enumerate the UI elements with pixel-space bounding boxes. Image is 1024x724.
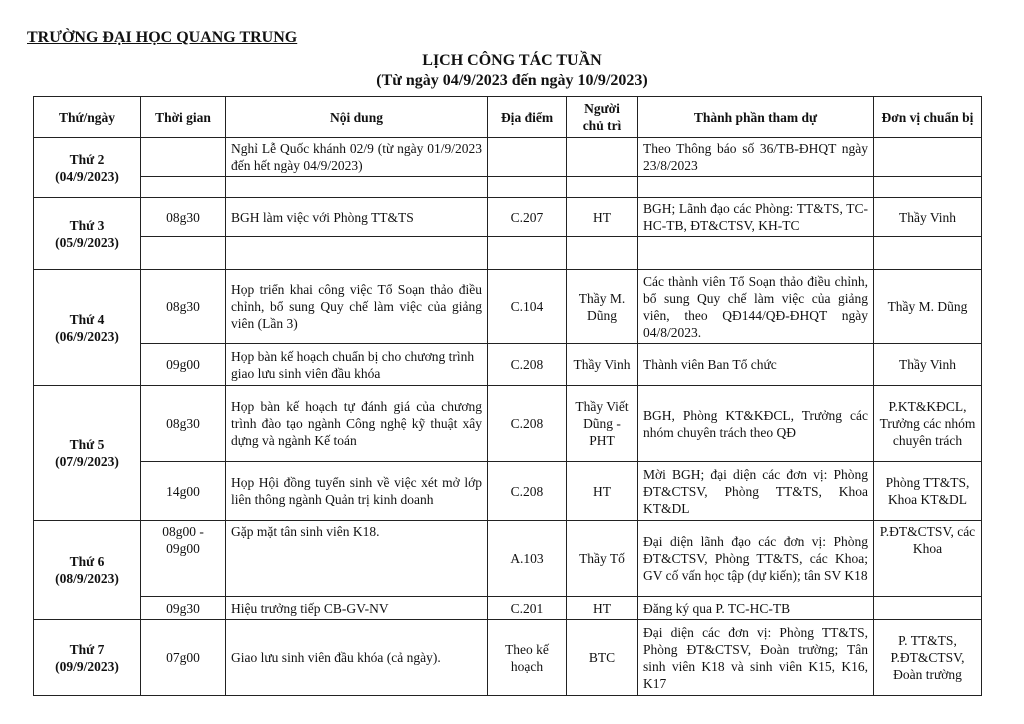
day-name: Thứ 6 — [69, 554, 105, 569]
prep-cell — [874, 138, 982, 177]
table-row — [34, 344, 982, 386]
attendees-cell: Các thành viên Tổ Soạn thảo điều chỉnh, bổ sung Quy chế làm việc của giảng viên, theo QĐ144/QĐ-ĐHQT ngày 04/8/2023. — [638, 270, 874, 344]
prep-cell: P.KT&KĐCL, Trưởng các nhóm chuyên trách — [874, 386, 982, 462]
attendees-cell: BGH; Lãnh đạo các Phòng: TT&TS, TC-HC-TB, ĐT&CTSV, KH-TC — [638, 198, 874, 237]
attendees-cell: BGH, Phòng KT&KĐCL, Trưởng các nhóm chuyên trách theo QĐ — [638, 386, 874, 462]
table-row — [34, 198, 982, 237]
day-name: Thứ 5 — [69, 437, 105, 452]
header-time: Thời gian — [141, 97, 226, 138]
time-cell — [141, 138, 226, 177]
prep-cell — [874, 597, 982, 620]
day-name: Thứ 7 — [69, 641, 105, 657]
table-row — [34, 270, 982, 344]
time-cell: 09g30 — [141, 597, 226, 620]
content-cell: Họp triển khai công việc Tổ Soạn thảo điều chỉnh, bổ sung Quy chế làm việc của giảng viên (Lần 3) — [226, 270, 488, 344]
prep-cell: P. TT&TS, P.ĐT&CTSV, Đoàn trường — [874, 620, 982, 696]
header-content: Nội dung — [226, 97, 488, 138]
chair-cell: HT — [567, 198, 638, 237]
day-cell — [34, 386, 141, 521]
place-cell: C.208 — [488, 462, 567, 521]
time-cell: 08g30 — [141, 270, 226, 344]
place-cell — [488, 138, 567, 177]
weekly-schedule-table — [33, 96, 982, 696]
header-attendees: Thành phần tham dự — [638, 97, 874, 138]
day-date: (04/9/2023) — [55, 168, 119, 184]
place-cell: C.104 — [488, 270, 567, 344]
header-chair: Người chủ trì — [567, 97, 638, 138]
chair-cell: Thầy Tố — [567, 521, 638, 597]
content-cell: Nghỉ Lễ Quốc khánh 02/9 (từ ngày 01/9/2023 đến hết ngày 04/9/2023) — [226, 138, 488, 177]
attendees-cell: Theo Thông báo số 36/TB-ĐHQT ngày 23/8/2023 — [638, 138, 874, 177]
day-date: (09/9/2023) — [55, 658, 119, 674]
table-row — [34, 620, 982, 696]
chair-cell: Thầy M. Dũng — [567, 270, 638, 344]
time-cell: 08g30 — [141, 386, 226, 462]
time-cell: 08g30 — [141, 198, 226, 237]
day-name: Thứ 4 — [69, 311, 105, 327]
chair-cell: HT — [567, 597, 638, 620]
place-cell: C.201 — [488, 597, 567, 620]
content-cell: Gặp mặt tân sinh viên K18. — [226, 521, 488, 597]
prep-cell: P.ĐT&CTSV, các Khoa — [874, 521, 982, 597]
attendees-cell: Mời BGH; đại diện các đơn vị: Phòng ĐT&CTSV, Phòng TT&TS, Khoa KT&DL — [638, 462, 874, 521]
document-title — [0, 51, 1024, 91]
chair-cell — [567, 138, 638, 177]
chair-cell: BTC — [567, 620, 638, 696]
empty-row — [34, 237, 982, 270]
content-cell: Họp bàn kế hoạch tự đánh giá của chương trình đào tạo ngành Công nghệ kỹ thuật xây dựng và ngành Kế toán — [226, 386, 488, 462]
title-text: LỊCH CÔNG TÁC TUẦN — [422, 52, 602, 69]
table-row — [34, 138, 982, 177]
day-date: (05/9/2023) — [55, 234, 119, 250]
day-cell — [34, 138, 141, 198]
prep-cell: Phòng TT&TS, Khoa KT&DL — [874, 462, 982, 521]
attendees-cell: Thành viên Ban Tổ chức — [638, 344, 874, 386]
date-range: (Từ ngày 04/9/2023 đến ngày 10/9/2023) — [376, 72, 648, 89]
place-cell: C.208 — [488, 344, 567, 386]
table-row — [34, 597, 982, 620]
attendees-cell: Đăng ký qua P. TC-HC-TB — [638, 597, 874, 620]
content-cell: Họp bàn kế hoạch chuẩn bị cho chương trình giao lưu sinh viên đầu khóa — [226, 344, 488, 386]
attendees-cell: Đại diện lãnh đạo các đơn vị: Phòng ĐT&CTSV, Phòng TT&TS, các Khoa; GV cố vấn học tập (dự kiến); tân SV K18 — [638, 521, 874, 597]
time-cell: 08g00 - 09g00 — [141, 521, 226, 597]
header-row — [34, 97, 982, 138]
table-row — [34, 462, 982, 521]
time-cell: 07g00 — [141, 620, 226, 696]
day-name: Thứ 3 — [69, 217, 105, 233]
time-cell: 09g00 — [141, 344, 226, 386]
day-date: (06/9/2023) — [55, 328, 119, 344]
chair-cell: Thầy Vinh — [567, 344, 638, 386]
place-cell: C.207 — [488, 198, 567, 237]
day-date: (07/9/2023) — [55, 454, 119, 469]
place-cell: A.103 — [488, 521, 567, 597]
chair-cell: Thầy Viết Dũng - PHT — [567, 386, 638, 462]
day-cell — [34, 620, 141, 696]
school-name: TRƯỜNG ĐẠI HỌC QUANG TRUNG — [27, 29, 298, 46]
content-cell: Giao lưu sinh viên đầu khóa (cả ngày). — [226, 620, 488, 696]
table-row — [34, 521, 982, 597]
empty-row — [34, 177, 982, 198]
day-cell — [34, 270, 141, 386]
content-cell: Họp Hội đồng tuyển sinh về việc xét mở lớp liên thông ngành Quản trị kinh doanh — [226, 462, 488, 521]
content-cell: BGH làm việc với Phòng TT&TS — [226, 198, 488, 237]
header-day: Thứ/ngày — [34, 97, 141, 138]
content-cell: Hiệu trưởng tiếp CB-GV-NV — [226, 597, 488, 620]
prep-cell: Thầy Vinh — [874, 198, 982, 237]
prep-cell: Thầy M. Dũng — [874, 270, 982, 344]
day-date: (08/9/2023) — [55, 571, 119, 586]
day-cell — [34, 521, 141, 620]
chair-cell: HT — [567, 462, 638, 521]
place-cell: Theo kế hoạch — [488, 620, 567, 696]
day-name: Thứ 2 — [69, 151, 105, 167]
place-cell: C.208 — [488, 386, 567, 462]
prep-cell: Thầy Vinh — [874, 344, 982, 386]
header-prep: Đơn vị chuẩn bị — [874, 97, 982, 138]
day-cell — [34, 198, 141, 270]
time-cell: 14g00 — [141, 462, 226, 521]
header-place: Địa điểm — [488, 97, 567, 138]
attendees-cell: Đại diện các đơn vị: Phòng TT&TS, Phòng ĐT&CTSV, Đoàn trường; Tân sinh viên K18 và sinh viên K15, K16, K17 — [638, 620, 874, 696]
table-row — [34, 386, 982, 462]
